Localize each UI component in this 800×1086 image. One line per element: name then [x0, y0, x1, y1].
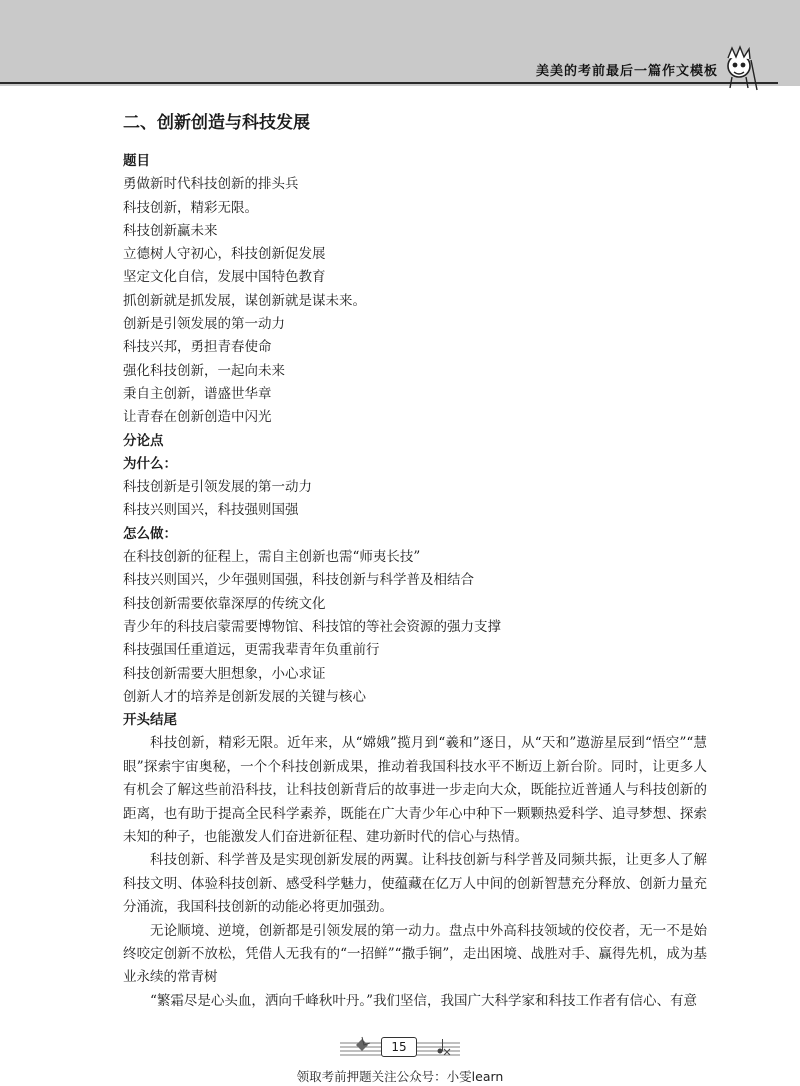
topic-item: 抓创新就是抓发展，谋创新就是谋未来。 [123, 292, 366, 309]
body-paragraph: 科技创新、科学普及是实现创新发展的两翼。让科技创新与科学普及同频共振，让更多人了解科技文明、体验科技创新、感受科学魅力，使蕴藏在亿万人中间的创新智慧充分释放、创新力量充分涌流，我国科技创新的动能必将更加强劲。 [123, 852, 707, 916]
topic-item: 科技兴邦，勇担青春使命 [123, 339, 272, 356]
how-item: 科技兴则国兴，少年强则国强，科技创新与科学普及相结合 [123, 572, 474, 589]
body-paragraph: 科技创新，精彩无限。近年来，从“嫦娥”揽月到“羲和”逐日，从“天和”遨游星辰到“悟空”“慧眼”探索宇宙奥秘，一个个科技创新成果，推动着我国科技水平不断迈上新台阶。同时，让更多人有机会了解这些前沿科技，让科技创新背后的故事进一步走向大众，既能拉近普通人与科技创新的距离，也有助于提高全民科学素养，既能在广大青少年心中种下一颗颗热爱科学、追寻梦想、探索未知的种子，也能激发人们奋进新征程、建功新时代的信心与热情。 [123, 735, 707, 846]
page-content [123, 110, 707, 1013]
topic-item: 坚定文化自信，发展中国特色教育 [123, 269, 326, 286]
how-item: 科技强国任重道远，更需我辈青年负重前行 [123, 642, 380, 659]
topic-item: 创新是引领发展的第一动力 [123, 316, 285, 333]
body-paragraph: 无论顺境、逆境，创新都是引领发展的第一动力。盘点中外高科技领域的佼佼者，无一不是始终咬定创新不放松，凭借人无我有的“一招鲜”“撒手锏”，走出困境、战胜对手、赢得先机，成为基业永续的常青树 [123, 922, 707, 986]
header-rule [0, 82, 778, 84]
topic-item: 科技创新，精彩无限。 [123, 199, 258, 216]
footer-notice: 领取考前押题关注公众号：小雯learn [296, 1069, 504, 1084]
arguments-heading: 分论点 [123, 432, 164, 449]
topic-item: 科技创新赢未来 [123, 222, 218, 239]
body-paragraph: “繁霜尽是心头血，洒向千峰秋叶丹。”我们坚信，我国广大科学家和科技工作者有信心、有意 [150, 992, 698, 1009]
how-item: 在科技创新的征程上，需自主创新也需“师夷长技” [123, 549, 421, 566]
why-item: 科技兴则国兴，科技强则国强 [123, 502, 299, 519]
why-heading: 为什么： [123, 455, 177, 472]
page-number: 15 [381, 1037, 417, 1057]
mascot-icon [722, 44, 758, 92]
how-item: 青少年的科技启蒙需要博物馆、科技馆的等社会资源的强力支撑 [123, 618, 501, 635]
how-item: 创新人才的培养是创新发展的关键与核心 [123, 688, 366, 705]
how-heading: 怎么做： [123, 525, 177, 542]
topic-item: 立德树人守初心，科技创新促发展 [123, 246, 326, 263]
section-title: 二、创新创造与科技发展 [123, 113, 310, 133]
topic-item: 强化科技创新，一起向未来 [123, 362, 285, 379]
opening-closing-heading: 开头结尾 [123, 712, 177, 729]
topic-item: 秉自主创新，谱盛世华章 [123, 385, 272, 402]
topics-heading: 题目 [123, 153, 150, 169]
topic-item: 勇做新时代科技创新的排头兵 [123, 176, 299, 193]
how-item: 科技创新需要大胆想象，小心求证 [123, 665, 326, 682]
header-title: 美美的考前最后一篇作文模板 [535, 64, 718, 79]
how-item: 科技创新需要依靠深厚的传统文化 [123, 595, 326, 612]
why-item: 科技创新是引领发展的第一动力 [123, 479, 312, 496]
topic-item: 让青春在创新创造中闪光 [123, 409, 272, 426]
topics-list [123, 173, 707, 429]
